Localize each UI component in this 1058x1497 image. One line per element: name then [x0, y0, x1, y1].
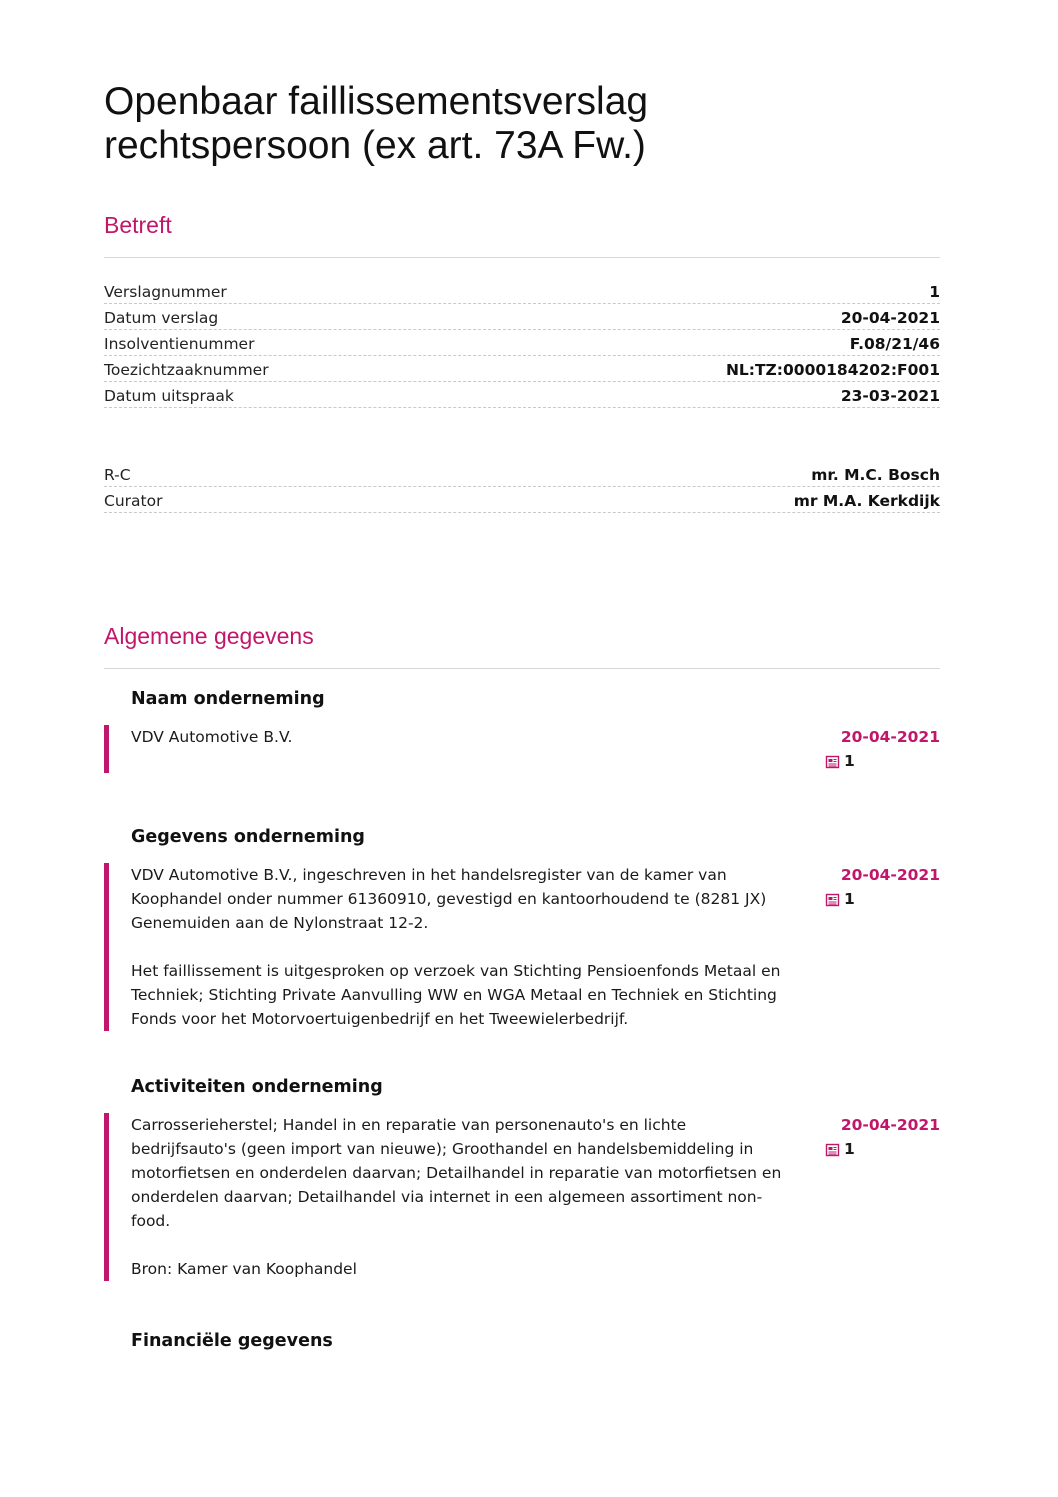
entry-meta	[820, 725, 940, 773]
entry-date: 20-04-2021	[840, 866, 940, 884]
subsection-heading: Naam onderneming	[131, 689, 325, 709]
entry-block	[104, 1113, 940, 1281]
detail-row-curator	[104, 487, 940, 513]
reference-number: 1	[844, 890, 855, 908]
subsection-activiteiten-onderneming	[104, 1077, 940, 1281]
detail-value: 20-04-2021	[840, 309, 940, 327]
subsection-gegevens-onderneming	[104, 827, 940, 1031]
detail-label: Toezichtzaaknummer	[104, 361, 269, 379]
detail-value: mr. M.C. Bosch	[811, 466, 940, 484]
report-reference[interactable]	[820, 887, 940, 911]
entry-text	[131, 725, 791, 773]
detail-row-datum-uitspraak	[104, 382, 940, 408]
entry-meta	[820, 1113, 940, 1281]
officials-details	[104, 461, 940, 513]
document-icon	[825, 1142, 840, 1157]
entry-block	[104, 863, 940, 1031]
detail-label: R-C	[104, 466, 131, 484]
entry-text	[131, 1113, 791, 1281]
subsection-heading: Financiële gegevens	[131, 1331, 333, 1351]
subsection-heading: Gegevens onderneming	[131, 827, 365, 847]
detail-row-insolventienummer	[104, 330, 940, 356]
paragraph: Bron: Kamer van Koophandel	[131, 1260, 357, 1278]
subsection-heading: Activiteiten onderneming	[131, 1077, 383, 1097]
detail-label: Datum uitspraak	[104, 387, 234, 405]
paragraph: VDV Automotive B.V., ingeschreven in het handelsregister van de kamer van Koophandel onder nummer 61360910, gevestigd en kantoorhoudend te (8281 JX) Genemuiden aan de Nylonstraat 12-2.	[131, 866, 767, 932]
detail-value: 23-03-2021	[840, 387, 940, 405]
detail-value: 1	[929, 283, 940, 301]
detail-label: Curator	[104, 492, 163, 510]
detail-row-verslagnummer	[104, 278, 940, 304]
entry-date: 20-04-2021	[840, 1116, 940, 1134]
detail-row-toezichtzaaknummer	[104, 356, 940, 382]
entry-meta	[820, 863, 940, 1031]
entry-text	[131, 863, 791, 1031]
detail-value: NL:TZ:0000184202:F001	[725, 361, 940, 379]
title-line-1: Openbaar faillissementsverslag	[104, 80, 649, 123]
reference-number: 1	[844, 1140, 855, 1158]
reference-number: 1	[844, 752, 855, 770]
detail-row-rc	[104, 461, 940, 487]
paragraph: Het faillissement is uitgesproken op verzoek van Stichting Pensioenfonds Metaal en Techniek; Stichting Private Aanvulling WW en WGA Metaal en Techniek en Stichting Fonds voor het Motorvoertuigenbedrijf en het Tweewielerbedrijf.	[131, 962, 781, 1028]
detail-row-datum-verslag	[104, 304, 940, 330]
paragraph: Carrosserieherstel; Handel in en reparatie van personenauto's en lichte bedrijfsauto's (geen import van nieuwe); Groothandel en handelsbemiddeling in motorfietsen en onderdelen daarvan; Detailhandel in reparatie van motorfietsen en onderdelen daarvan; Detailhandel via internet in een algemeen assortiment non-food.	[131, 1116, 782, 1230]
document-icon	[825, 754, 840, 769]
section-title-betreft: Betreft	[104, 212, 940, 258]
entry-block	[104, 725, 940, 773]
detail-value: mr M.A. Kerkdijk	[793, 492, 940, 510]
subsection-financiele-gegevens	[104, 1331, 940, 1351]
report-reference[interactable]	[820, 1137, 940, 1161]
subsection-naam-onderneming	[104, 689, 940, 773]
entry-date: 20-04-2021	[840, 728, 940, 746]
report-page	[104, 80, 940, 1351]
document-title	[104, 80, 940, 168]
report-reference[interactable]	[820, 749, 940, 773]
detail-value: F.08/21/46	[849, 335, 940, 353]
document-icon	[825, 892, 840, 907]
detail-label: Verslagnummer	[104, 283, 227, 301]
paragraph: VDV Automotive B.V.	[131, 728, 293, 746]
case-details	[104, 278, 940, 408]
detail-label: Datum verslag	[104, 309, 219, 327]
section-title-algemene-gegevens: Algemene gegevens	[104, 623, 940, 669]
detail-label: Insolventienummer	[104, 335, 255, 353]
title-line-2: rechtspersoon (ex art. 73A Fw.)	[104, 124, 646, 167]
